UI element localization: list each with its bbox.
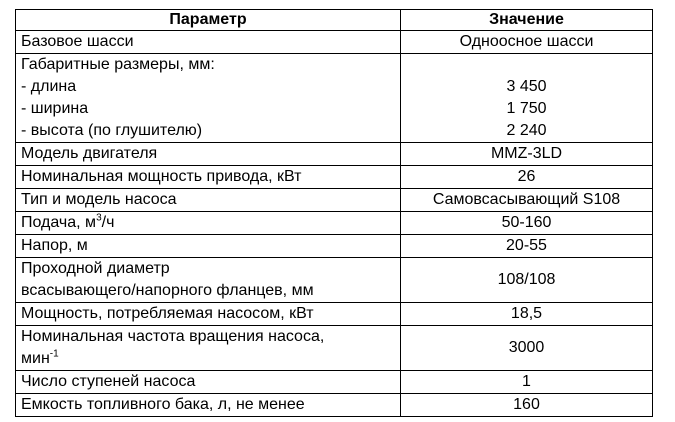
dimension-label-width: - ширина xyxy=(21,100,89,117)
specifications-table xyxy=(15,9,653,417)
speed-label-line2: мин xyxy=(21,350,50,367)
row-param xyxy=(16,212,401,235)
table-row xyxy=(16,212,653,235)
row-param: Число ступеней насоса xyxy=(16,371,401,394)
table-row xyxy=(16,303,653,326)
row-value: 20-55 xyxy=(401,235,653,258)
row-param xyxy=(16,54,401,143)
table-row xyxy=(16,189,653,212)
row-value: 50-160 xyxy=(401,212,653,235)
diameter-label-line1: Проходной диаметр xyxy=(21,260,170,277)
header-value: Значение xyxy=(401,10,653,31)
row-param: Модель двигателя xyxy=(16,143,401,166)
dimension-value-width: 1 750 xyxy=(506,100,547,117)
row-param: Напор, м xyxy=(16,235,401,258)
dimension-label-length: - длина xyxy=(21,78,77,95)
dimensions-title: Габаритные размеры, мм: xyxy=(21,56,215,73)
row-param xyxy=(16,258,401,303)
row-value: 1 xyxy=(401,371,653,394)
row-value: 26 xyxy=(401,166,653,189)
table-row xyxy=(16,326,653,371)
row-param xyxy=(16,326,401,371)
row-param: Мощность, потребляемая насосом, кВт xyxy=(16,303,401,326)
row-param: Тип и модель насоса xyxy=(16,189,401,212)
speed-unit-exponent: -1 xyxy=(49,348,59,360)
row-value: MMZ-3LD xyxy=(401,143,653,166)
table-row xyxy=(16,31,653,54)
table-row xyxy=(16,235,653,258)
row-value: 3000 xyxy=(401,326,653,371)
row-param: Базовое шасси xyxy=(16,31,401,54)
row-value: 18,5 xyxy=(401,303,653,326)
row-value: Самовсасывающий S108 xyxy=(401,189,653,212)
table-row xyxy=(16,258,653,303)
row-value: 108/108 xyxy=(401,258,653,303)
row-value: 160 xyxy=(401,394,653,417)
flow-unit-suffix: /ч xyxy=(101,214,115,231)
table-header-row xyxy=(16,10,653,31)
row-value: Одноосное шасси xyxy=(401,31,653,54)
flow-label: Подача, м xyxy=(21,214,97,231)
table-row xyxy=(16,394,653,417)
flow-unit-exponent: 3 xyxy=(96,212,102,224)
header-parameter: Параметр xyxy=(16,10,401,31)
dimension-value-height: 2 240 xyxy=(506,122,547,139)
table-row xyxy=(16,166,653,189)
table-row-dimensions xyxy=(16,54,653,143)
row-value xyxy=(401,54,653,143)
row-param: Емкость топливного бака, л, не менее xyxy=(16,394,401,417)
speed-label-line1: Номинальная частота вращения насоса, xyxy=(21,328,325,345)
table-row xyxy=(16,143,653,166)
row-param: Номинальная мощность привода, кВт xyxy=(16,166,401,189)
diameter-label-line2: всасывающего/напорного фланцев, мм xyxy=(21,282,314,299)
dimension-label-height: - высота (по глушителю) xyxy=(21,122,203,139)
table-row xyxy=(16,371,653,394)
dimension-value-length: 3 450 xyxy=(506,78,547,95)
